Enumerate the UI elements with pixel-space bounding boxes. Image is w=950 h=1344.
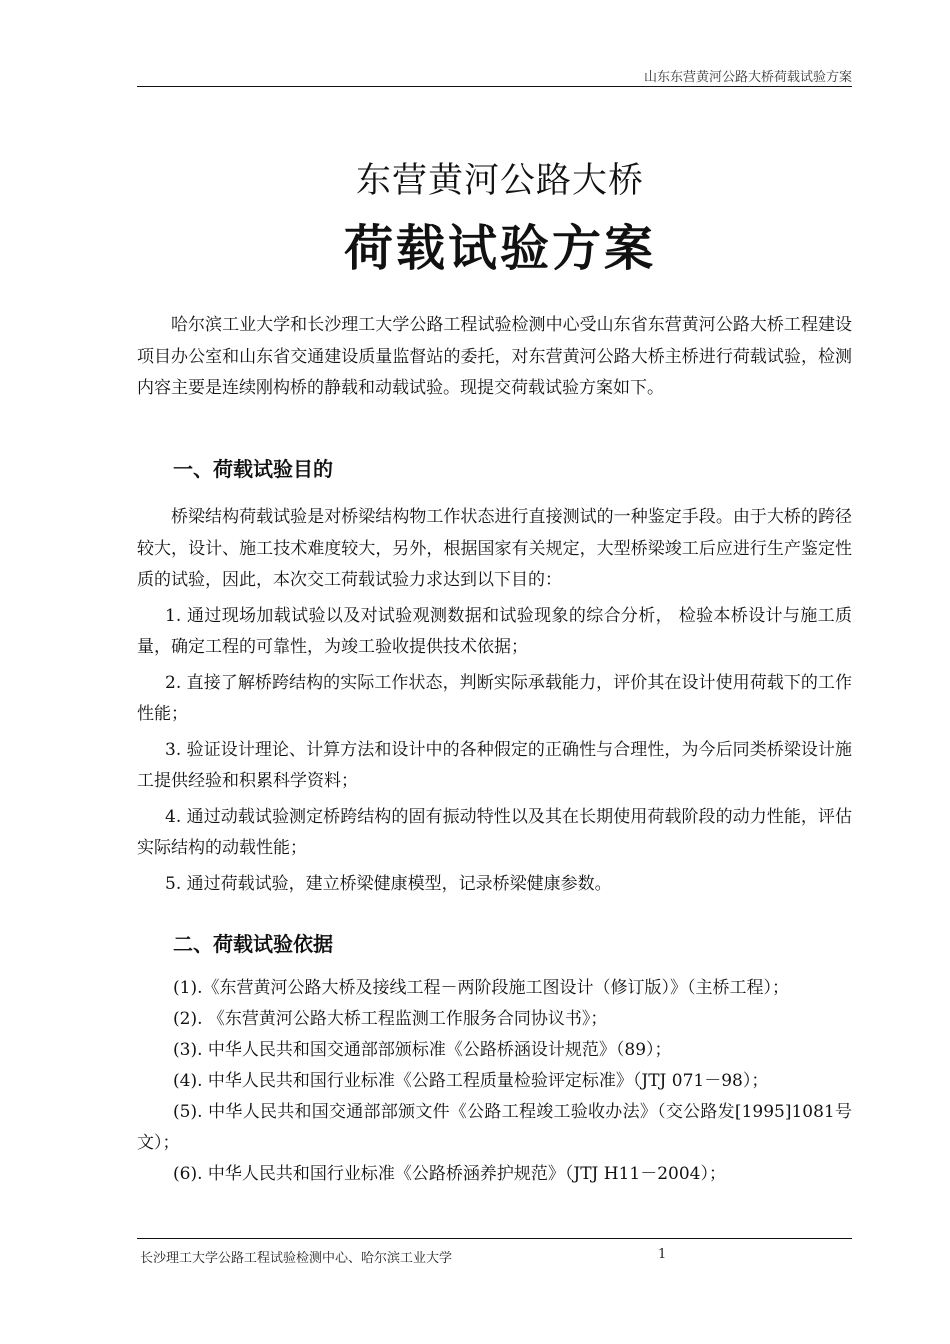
reference-item: (6). 中华人民共和国行业标准《公路桥涵养护规范》（JTJ H11－2004）；: [173, 1164, 726, 1184]
document-title-line1: 东营黄河公路大桥: [355, 161, 644, 201]
document-title-line2: 荷载试验方案: [343, 220, 656, 277]
section1-list-item: 1. 通过现场加载试验以及对试验观测数据和试验现象的综合分析， 检验本桥设计与施工质量，确定工程的可靠性，为竣工验收提供技术依据；: [137, 605, 852, 657]
intro-paragraph: 哈尔滨工业大学和长沙理工大学公路工程试验检测中心受山东省东营黄河公路大桥工程建设项目办公室和山东省交通建设质量监督站的委托，对东营黄河公路大桥主桥进行荷载试验，检测内容主要是连续刚构桥的静载和动载试验。现提交荷载试验方案如下。: [137, 315, 852, 398]
section1-list-item: 4. 通过动载试验测定桥跨结构的固有振动特性以及其在长期使用荷载阶段的动力性能，评估实际结构的动载性能；: [137, 806, 852, 858]
reference-item: (4). 中华人民共和国行业标准《公路工程质量检验评定标准》（JTJ 071－98）；: [173, 1071, 769, 1091]
reference-item: (5). 中华人民共和国交通部部颁文件《公路工程竣工验收办法》（交公路发[1995]1081号文）；: [137, 1102, 852, 1153]
section1-heading: 一、荷载试验目的: [173, 457, 333, 481]
page-number: 1: [658, 1247, 667, 1262]
section1-body: [137, 502, 852, 900]
reference-item: (3). 中华人民共和国交通部部颁标准《公路桥涵设计规范》（89）；: [173, 1040, 672, 1060]
section1-paragraph: 桥梁结构荷载试验是对桥梁结构物工作状态进行直接测试的一种鉴定手段。由于大桥的跨径较大，设计、施工技术难度较大，另外，根据国家有关规定，大型桥梁竣工后应进行生产鉴定性质的试验，因此，本次交工荷载试验力求达到以下目的：: [137, 507, 852, 590]
reference-item: (1).《东营黄河公路大桥及接线工程－两阶段施工图设计（修订版）》（主桥工程）；: [173, 978, 789, 998]
intro-block: [137, 310, 852, 405]
section2-body: [137, 973, 852, 1190]
page-footer-text: 长沙理工大学公路工程试验检测中心、哈尔滨工业大学: [140, 1251, 453, 1266]
header-divider: [137, 86, 852, 87]
section1-heading-block: [137, 453, 852, 482]
section1-list-item: 2. 直接了解桥跨结构的实际工作状态，判断实际承载能力，评价其在设计使用荷载下的工作性能；: [137, 672, 852, 724]
reference-item: (2). 《东营黄河公路大桥工程监测工作服务合同协议书》；: [173, 1009, 608, 1029]
page-header-text: 山东东营黄河公路大桥荷载试验方案: [643, 70, 852, 85]
section2-heading: 二、荷载试验依据: [173, 932, 333, 956]
section1-list-item: 3. 验证设计理论、计算方法和设计中的各种假定的正确性与合理性，为今后同类桥梁设计施工提供经验和积累科学资料；: [137, 739, 852, 791]
section1-list-item: 5. 通过荷载试验，建立桥梁健康模型，记录桥梁健康参数。: [165, 873, 612, 894]
section2-heading-block: [137, 928, 852, 957]
footer-divider: [137, 1238, 852, 1239]
